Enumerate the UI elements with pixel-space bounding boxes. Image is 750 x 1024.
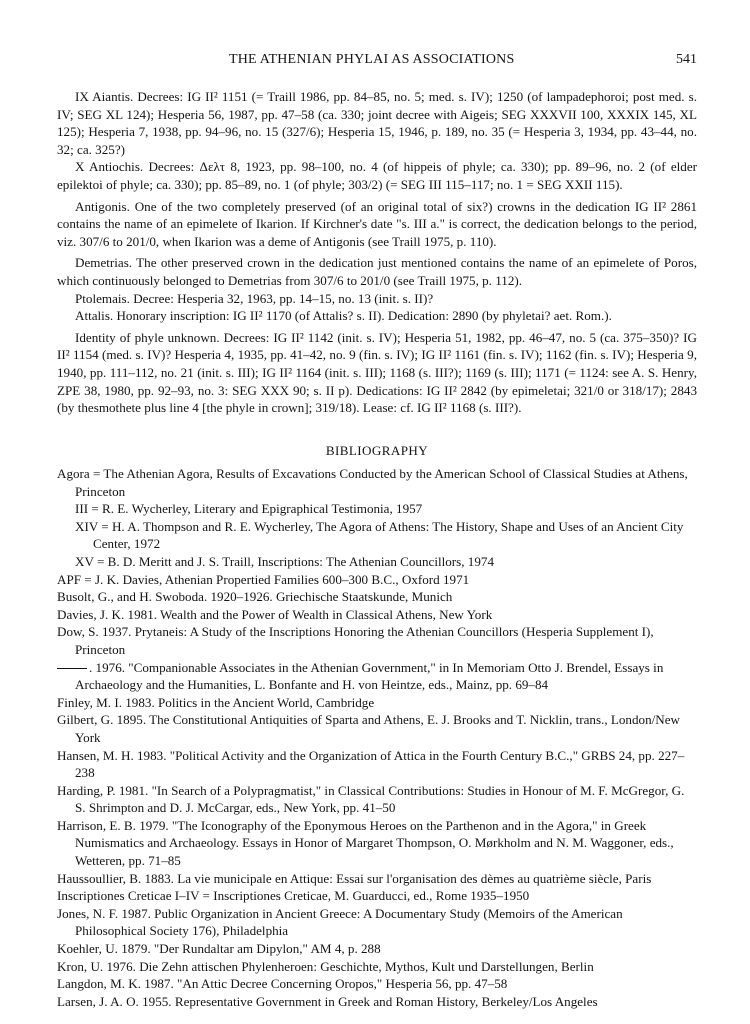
bib-entry: Langdon, M. K. 1987. "An Attic Decree Concerning Oropos," Hesperia 56, pp. 47–58 [57, 976, 508, 992]
paragraph-attalis [57, 307, 697, 325]
bib-entry: Larsen, J. A. O. 1955. Representative Government in Greek and Roman History, Berkeley/Los Angeles [57, 993, 598, 1009]
bib-entry: Finley, M. I. 1983. Politics in the Ancient World, Cambridge [57, 694, 375, 710]
paragraph-text: Antigonis. One of the two completely preserved (of an original total of six?) crowns in the dedication IG II² 2861 contains the name of an epimelete of Ikarion. If Kirchner's date "s. III a." is correct, the dedication belongs to the period, viz. 307/6 to 201/0, when Ikarion was a deme of Antigonis (see Traill 1975, p. 110). [57, 198, 697, 249]
bib-entry: Busolt, G., and H. Swoboda. 1920–1926. Griechische Staatskunde, Munich [57, 589, 453, 605]
bibliography-heading: BIBLIOGRAPHY [325, 443, 429, 458]
paragraph-text: Attalis. Honorary inscription: IG II² 1170 (of Attalis? s. II). Dedication: 2890 (by phyletai? aet. Rom.). [75, 308, 612, 324]
bib-entry-ditto [57, 659, 697, 694]
bib-entry: Agora = The Athenian Agora, Results of Excavations Conducted by the American School of Classical Studies at Athens, Princeton [57, 466, 688, 499]
ditto-dash [57, 668, 87, 669]
page-number: 541 [676, 52, 697, 67]
bib-entry: Koehler, U. 1879. "Der Rundaltar am Dipylon," AM 4, p. 288 [57, 941, 381, 957]
bib-entry: Jones, N. F. 1987. Public Organization in Ancient Greece: A Documentary Study (Memoirs of the American Philosophical Society 176), Philadelphia [57, 905, 623, 939]
bib-entry: APF = J. K. Davies, Athenian Propertied Families 600–300 B.C., Oxford 1971 [57, 571, 470, 587]
bib-entry: Harding, P. 1981. "In Search of a Polypragmatist," in Classical Contributions: Studies in Honour of M. F. McGregor, G. S. Shrimpton and D. J. McCargar, eds., New York, pp. 41–50 [57, 782, 685, 816]
bib-entry: Kron, U. 1976. Die Zehn attischen Phylenheroen: Geschichte, Mythos, Kult und Darstellungen, Berlin [57, 958, 594, 974]
bib-entry: Dow, S. 1937. Prytaneis: A Study of the Inscriptions Honoring the Athenian Councillors (Hesperia Supplement I), Princeton [57, 624, 654, 657]
bib-entry-text: . 1976. "Companionable Associates in the Athenian Government," in In Memoriam Otto J. Brendel, Essays in Archaeology and the Humanities, L. Bonfante and H. von Heintze, eds., Mainz, pp. 69–84 [75, 659, 664, 693]
bib-entry: Gilbert, G. 1895. The Constitutional Antiquities of Sparta and Athens, E. J. Brooks and T. Nicklin, trans., London/New York [57, 712, 680, 745]
running-head [57, 52, 697, 72]
paragraph-aiantis [57, 88, 697, 158]
bib-entry: Davies, J. K. 1981. Wealth and the Power of Wealth in Classical Athens, New York [57, 606, 493, 622]
journal-page [57, 0, 697, 1024]
bib-entry: Harrison, E. B. 1979. "The Iconography of the Eponymous Heroes on the Parthenon and in the Agora," in Greek Numismatics and Archaeology. Essays in Honor of Margaret Thompson, O. Mørkholm and N. M. Waggoner, eds., Wetteren, pp. 71–85 [57, 817, 674, 869]
paragraph-demetrias [57, 254, 697, 289]
bib-entry: XIV = H. A. Thompson and R. E. Wycherley, The Agora of Athens: The History, Shape and Uses of an Ancient City Center, 1972 [75, 518, 684, 552]
bib-entry: Inscriptiones Creticae I–IV = Inscriptiones Creticae, M. Guarducci, ed., Rome 1935–1950 [57, 888, 530, 904]
paragraph-text: Identity of phyle unknown. Decrees: IG II² 1142 (init. s. IV); Hesperia 51, 1982, pp. 46–47, no. 5 (ca. 375–350)? IG II² 1154 (med. s. IV)? Hesperia 4, 1935, pp. 41–42, no. 9 (fin. s. IV); IG II² 1161 (fin. s. IV); 1162 (fin. s. IV); Hesperia 9, 1940, pp. 111–112, no. 21 (init. s. III); IG II² 1164 (init. s. III); 1168 (s. III?); 1169 (s. III); 1171 (= 1124: see A. S. Henry, ZPE 38, 1980, pp. 92–93, no. 3: SEG XXX 90; s. II p). Dedications: IG II² 2842 (by epimeletai; 321/0 or 318/17); 2843 (by thesmothete plus line 4 [the phyle in crown]; 319/18). Lease: cf. IG II² 1168 (s. III?). [57, 329, 697, 416]
paragraph-text: X Antiochis. Decrees: Δελτ 8, 1923, pp. 98–100, no. 4 (of hippeis of phyle; ca. 330); pp. 89–96, no. 2 (of elder epilektoi of phyle; ca. 330); pp. 85–89, no. 1 (of phyle; 303/2) (= SEG III 115–117; no. 1 = SEG XXII 115). [57, 159, 697, 192]
paragraph-text: IX Aiantis. Decrees: IG II² 1151 (= Traill 1986, pp. 84–85, no. 5; med. s. IV); 1250 (of lampadephoroi; post med. s. IV; SEG XL 124); Hesperia 56, 1987, pp. 47–58 (ca. 330; joint decree with Aigeis; SEG XXXVII 100, XXXIX 145, XL 125); Hesperia 7, 1938, pp. 94–96, no. 15 (327/6); Hesperia 15, 1946, p. 189, no. 35 (= Hesperia 3, 1934, pp. 43–44, no. 32; ca. 325?) [57, 89, 697, 157]
paragraph-antiochis [57, 158, 697, 193]
bib-entry: Haussoullier, B. 1883. La vie municipale en Attique: Essai sur l'organisation des dèmes au quatrième siècle, Paris [57, 870, 652, 886]
paragraph-phyle-unknown [57, 329, 697, 417]
running-head-title: THE ATHENIAN PHYLAI AS ASSOCIATIONS [229, 52, 515, 67]
bibliography-list [57, 465, 697, 1010]
paragraph-text: Ptolemais. Decree: Hesperia 32, 1963, pp. 14–15, no. 13 (init. s. II)? [75, 290, 434, 306]
body-text [57, 88, 697, 421]
bib-entry: Hansen, M. H. 1983. "Political Activity and the Organization of Attica in the Fourth Century B.C.," GRBS 24, pp. 227–238 [57, 747, 685, 781]
paragraph-ptolemais [57, 290, 697, 308]
paragraph-text: Demetrias. The other preserved crown in the dedication just mentioned contains the name of an epimelete of Poros, which continuously belonged to Demetrias from 307/6 to 201/0 (see Traill 1975, p. 112). [57, 255, 697, 288]
bib-entry: III = R. E. Wycherley, Literary and Epigraphical Testimonia, 1957 [75, 501, 423, 517]
bib-entry: XV = B. D. Meritt and J. S. Traill, Inscriptions: The Athenian Councillors, 1974 [75, 553, 494, 569]
paragraph-antigonis [57, 198, 697, 251]
